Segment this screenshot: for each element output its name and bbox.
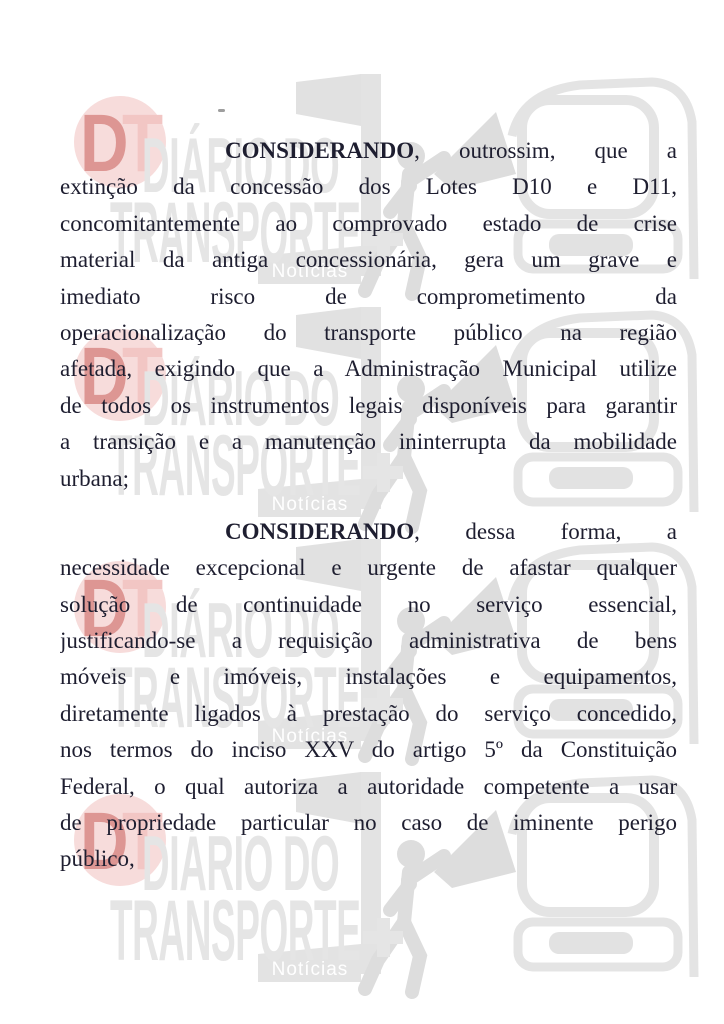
text-line: móveis e imóveis, instalações e equipamentos,: [60, 664, 677, 690]
text-line: solução de continuidade no serviço essencial,: [60, 591, 677, 617]
text-line: operacionalização do transporte público na região: [60, 319, 677, 345]
text-line: imediato risco de comprometimento da: [60, 283, 677, 309]
text-line: material da antiga concessionária, gera um grave e: [60, 247, 677, 273]
text-line: concomitantemente ao comprovado estado de crise: [60, 210, 677, 236]
text-line: Federal, o qual autoriza a autoridade competente a usar: [60, 773, 677, 799]
text-line: urbana;: [60, 465, 129, 491]
text-line: necessidade excepcional e urgente de afastar qualquer: [60, 555, 677, 581]
text-line: nos termos do inciso XXV do artigo 5º da Constituição: [60, 737, 677, 763]
text-line: CONSIDERANDO, outrossim, que a: [225, 138, 677, 163]
considerando-keyword: CONSIDERANDO: [225, 518, 415, 544]
considerando-keyword: CONSIDERANDO: [225, 138, 415, 163]
text-line: a transição e a manutenção ininterrupta da mobilidade: [60, 429, 677, 455]
text-line: público,: [60, 846, 135, 872]
text-line: afetada, exigindo que a Administração Municipal utilize: [60, 356, 677, 382]
text-line: justificando-se a requisição administrativa de bens: [60, 628, 677, 654]
paragraph-considerando-2: [60, 514, 677, 878]
paragraph-considerando-1: [60, 133, 677, 497]
text-line: CONSIDERANDO, dessa forma, a: [225, 518, 677, 544]
scan-artifact-dot: [218, 109, 225, 112]
text-line: de todos os instrumentos legais disponíveis para garantir: [60, 392, 677, 418]
text-line: de propriedade particular no caso de iminente perigo: [60, 810, 677, 836]
document-body: [60, 133, 677, 878]
text-line: diretamente ligados à prestação do serviço concedido,: [60, 700, 677, 726]
text-line: extinção da concessão dos Lotes D10 e D11,: [60, 174, 677, 200]
